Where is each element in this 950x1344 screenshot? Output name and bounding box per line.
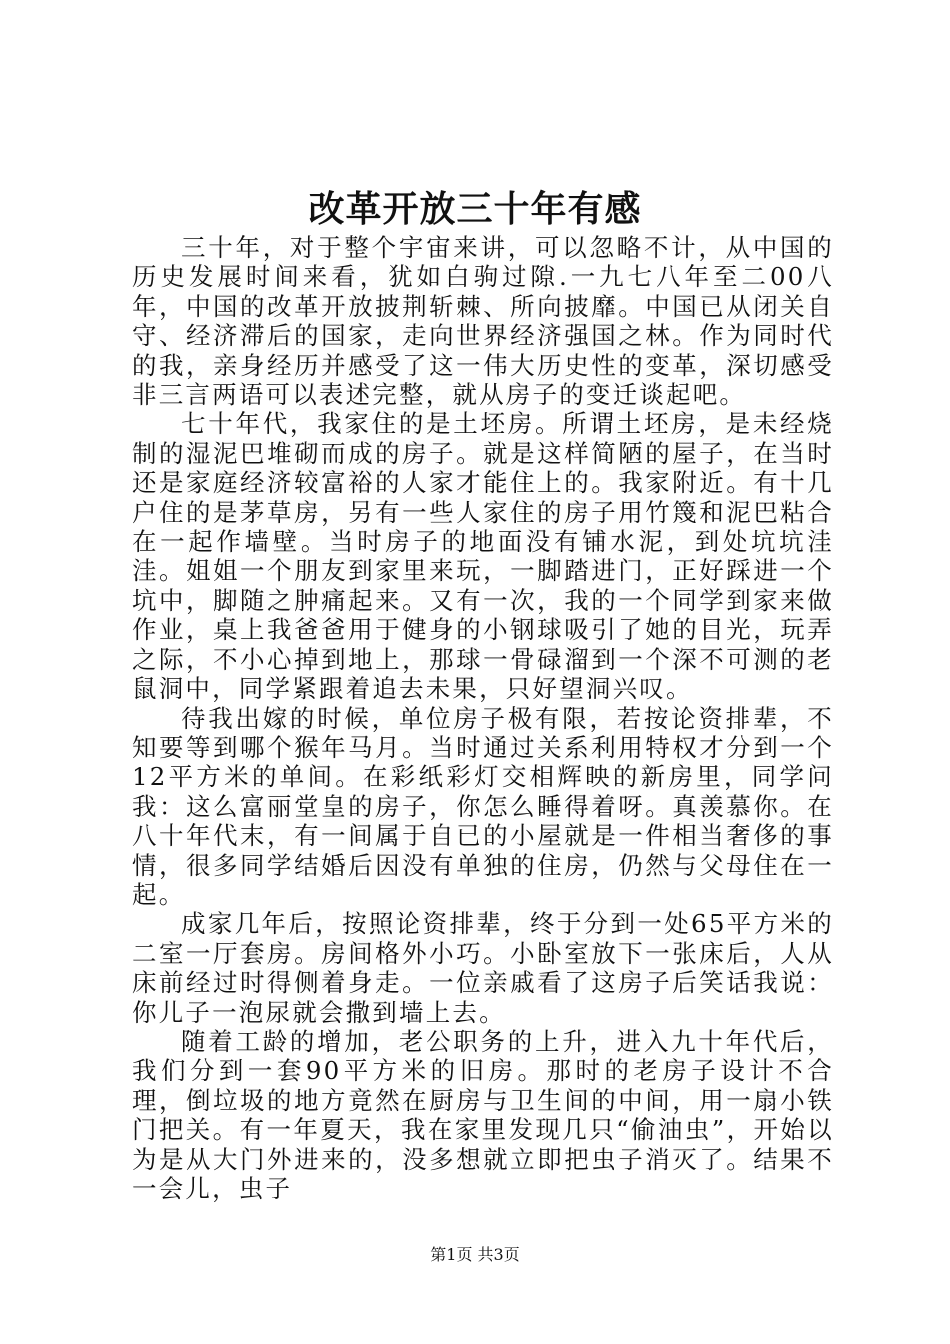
- page-indicator: 第1页 共3页: [430, 1245, 520, 1264]
- document-body: [132, 233, 834, 1203]
- paragraph: 待我出嫁的时候，单位房子极有限，若按论资排辈，不知要等到哪个猴年马月。当时通过关系利用特权才分到一个12平方米的单间。在彩纸彩灯交相辉映的新房里，同学问我：这么富丽堂皇的房子，你怎么睡得着呀。真羡慕你。在八十年代末，有一间属于自已的小屋就是一件相当奢侈的事情，很多同学结婚后因没有单独的住房，仍然与父母住在一起。: [132, 703, 834, 909]
- paragraph: 三十年，对于整个宇宙来讲，可以忽略不计，从中国的历史发展时间来看，犹如白驹过隙.一九七八年至二00八年，中国的改革开放披荆斩棘、所向披靡。中国已从闭关自守、经济滞后的国家，走向世界经济强国之林。作为同时代的我，亲身经历并感受了这一伟大历史性的变革，深切感受非三言两语可以表述完整，就从房子的变迁谈起吧。: [132, 233, 834, 410]
- paragraph: 随着工龄的增加，老公职务的上升，进入九十年代后，我们分到一套90平方米的旧房。那时的老房子设计不合理，倒垃圾的地方竟然在厨房与卫生间的中间，用一扇小铁门把关。有一年夏天，我在家里发现几只“偷油虫”，开始以为是从大门外进来的，没多想就立即把虫子消灭了。结果不一会儿，虫子: [132, 1026, 834, 1203]
- paragraph: 七十年代，我家住的是土坯房。所谓土坯房，是未经烧制的湿泥巴堆砌而成的房子。就是这样简陋的屋子，在当时还是家庭经济较富裕的人家才能住上的。我家附近。有十几户住的是茅草房，另有一些人家住的房子用竹篾和泥巴粘合在一起作墙壁。当时房子的地面没有铺水泥，到处坑坑洼洼。姐姐一个朋友到家里来玩，一脚踏进门，正好踩进一个坑中，脚随之肿痛起来。又有一次，我的一个同学到家来做作业，桌上我爸爸用于健身的小钢球吸引了她的目光，玩弄之际，不小心掉到地上，那球一骨碌溜到一个深不可测的老鼠洞中，同学紧跟着追去未果，只好望洞兴叹。: [132, 409, 834, 704]
- document-title: 改革开放三十年有感: [308, 188, 642, 230]
- paragraph: 成家几年后，按照论资排辈，终于分到一处65平方米的二室一厅套房。房间格外小巧。小卧室放下一张床后，人从床前经过时得侧着身走。一位亲戚看了这房子后笑话我说：你儿子一泡尿就会撒到墙上去。: [132, 909, 834, 1027]
